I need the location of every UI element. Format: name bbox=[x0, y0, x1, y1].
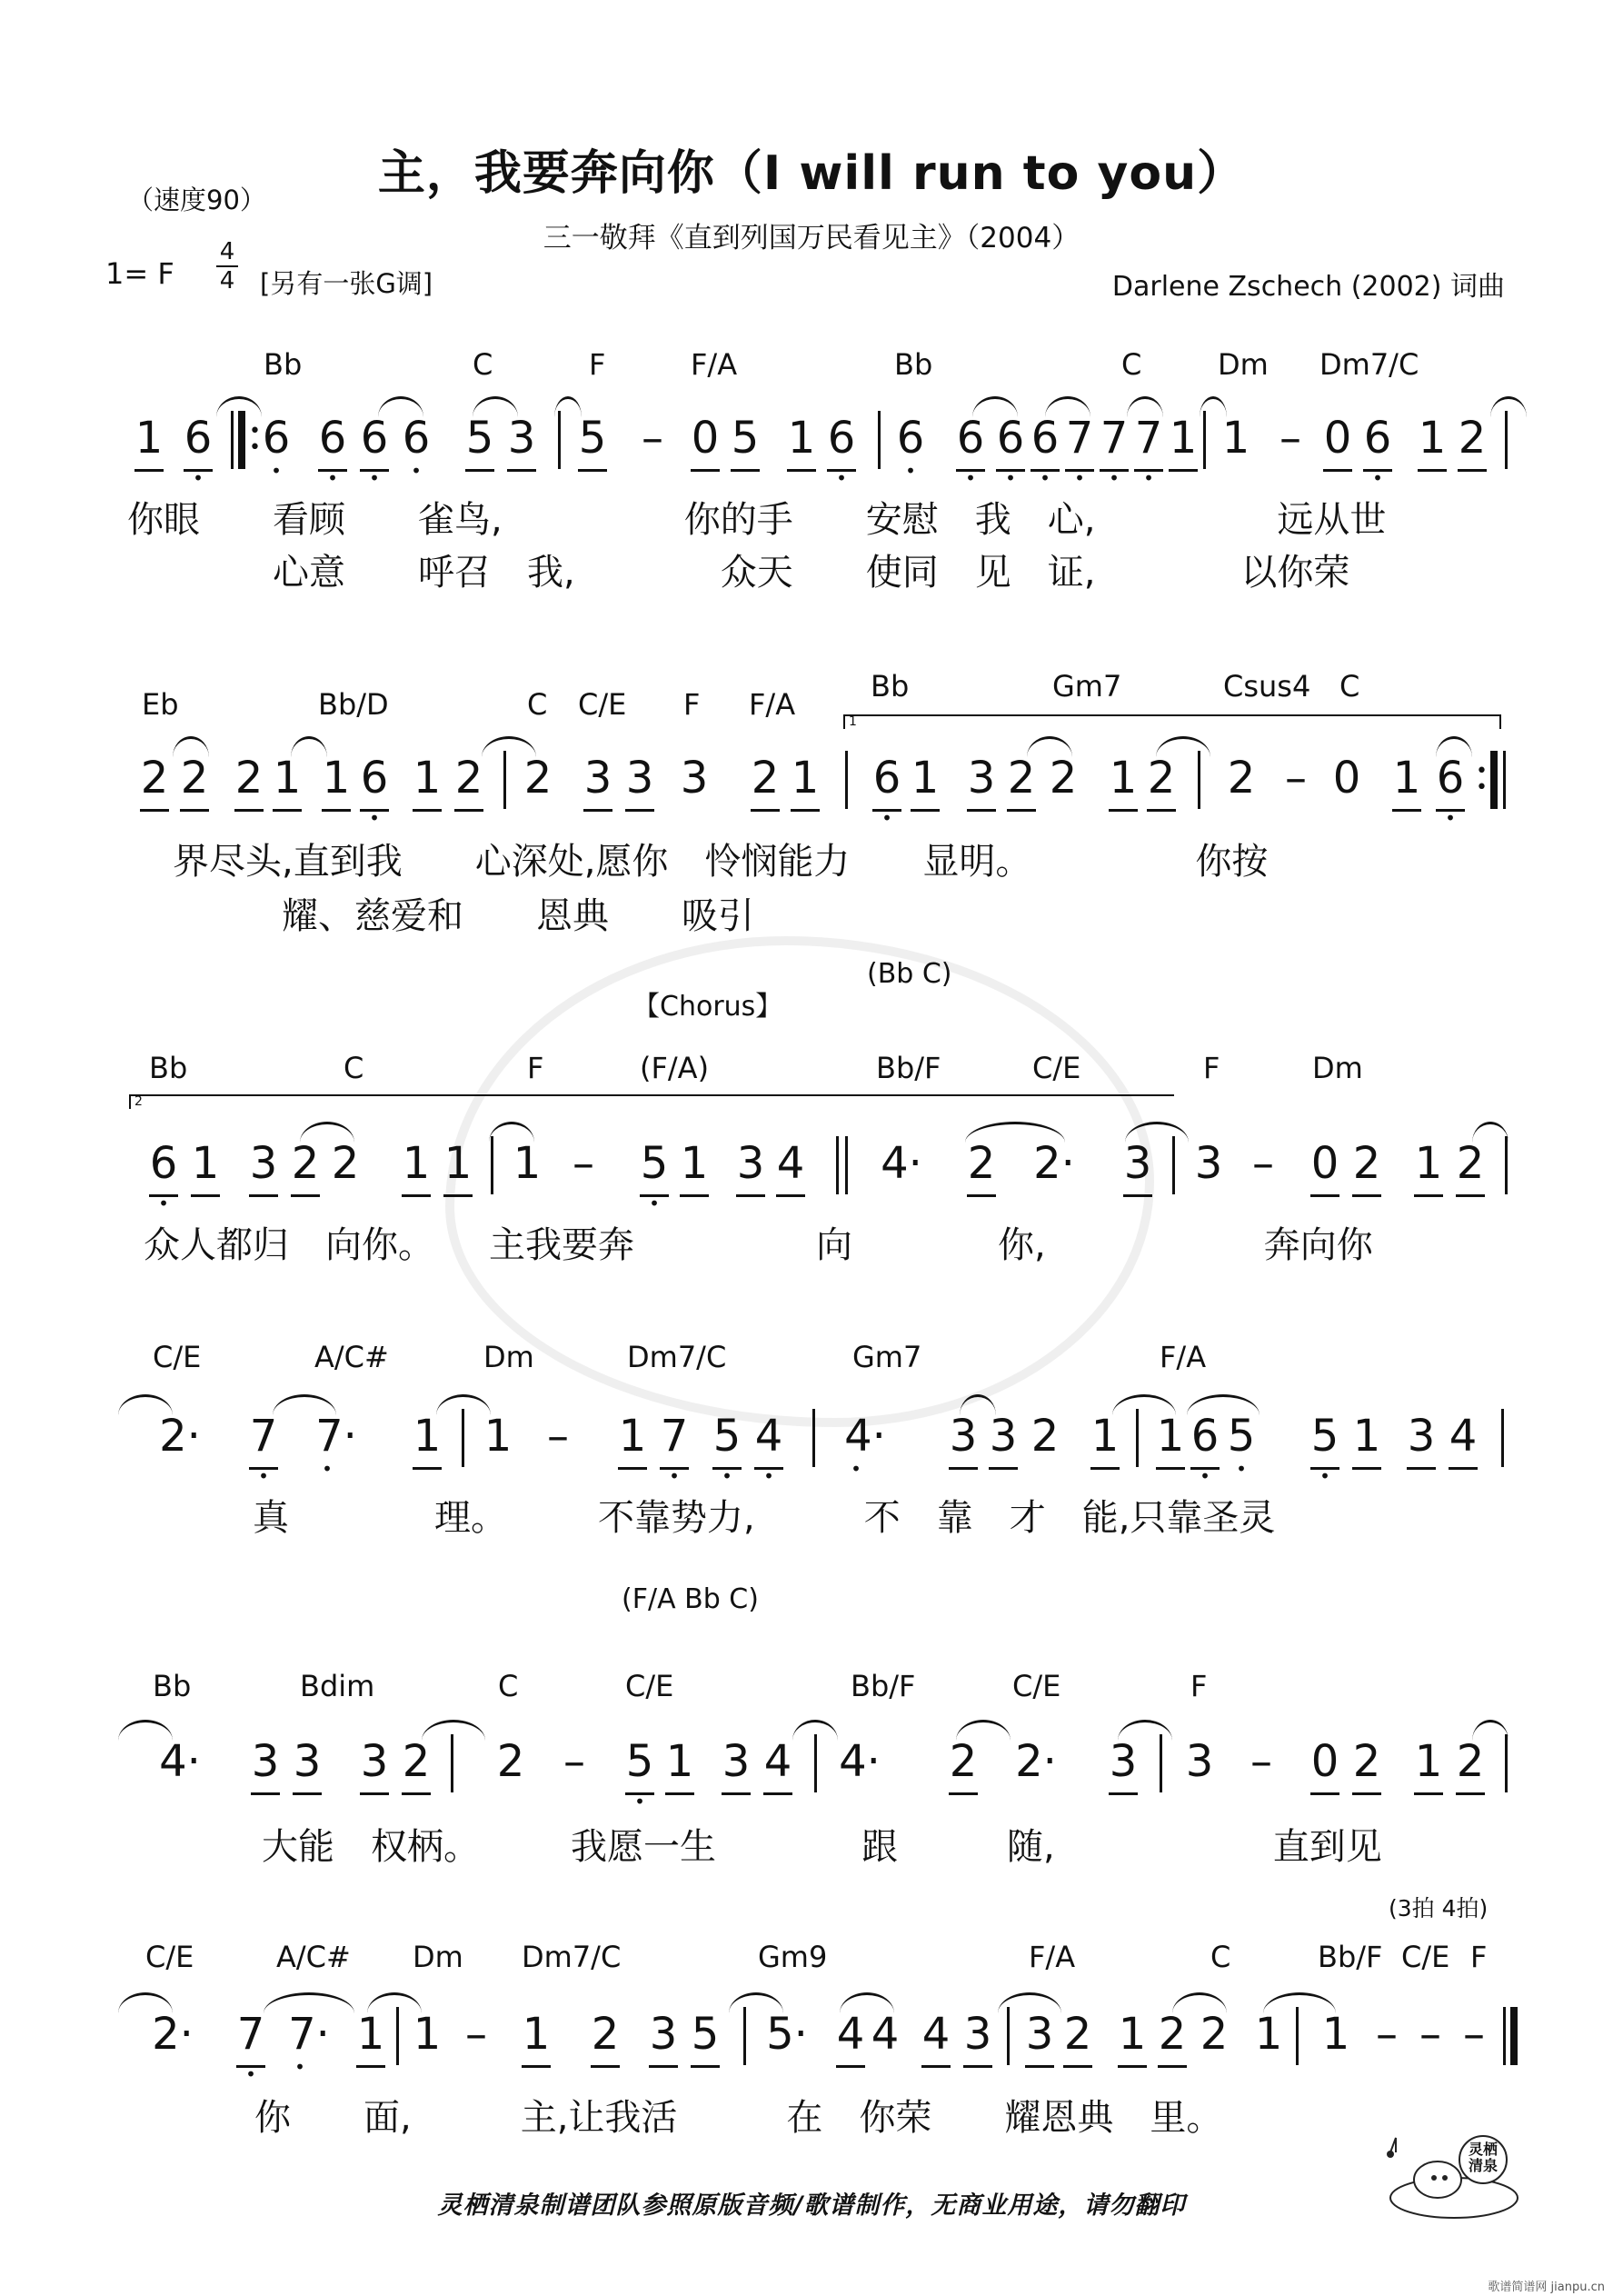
note: • 7 bbox=[1061, 409, 1098, 467]
note: • 7 bbox=[245, 1407, 282, 1465]
note: 4 bbox=[832, 2005, 869, 2063]
note: 1 bbox=[413, 2009, 442, 2060]
note: 2· bbox=[159, 1411, 201, 1462]
chord: C bbox=[498, 1669, 519, 1703]
tempo-marking: （速度90） bbox=[127, 185, 266, 215]
note: 4· bbox=[159, 1736, 201, 1787]
score-system bbox=[0, 409, 1623, 491]
note: 1 bbox=[1221, 413, 1250, 464]
note: • 6 bbox=[356, 749, 393, 807]
chord: C/E bbox=[625, 1669, 674, 1703]
note: 3 bbox=[247, 1732, 284, 1791]
second-ending-bracket bbox=[129, 1094, 1174, 1109]
lyric-text: 界尽头,直到我 心深处,愿你 怜悯能力 显明。 你按 bbox=[173, 841, 1269, 883]
lyric-text: 大能 权柄。 我愿一生 跟 随, 直到见 bbox=[153, 1826, 1382, 1868]
score-system bbox=[0, 749, 1623, 831]
key-note: [另有一张G调] bbox=[260, 268, 433, 299]
chord-row bbox=[0, 1940, 1623, 1980]
barline bbox=[878, 411, 881, 469]
note: 1 bbox=[398, 1134, 434, 1193]
note: 3 bbox=[580, 749, 616, 807]
note: 2 bbox=[963, 1134, 1000, 1193]
note: 1 bbox=[1321, 2009, 1350, 2060]
note: 2 bbox=[1349, 1732, 1385, 1791]
note: • 4· bbox=[838, 1407, 892, 1465]
barline bbox=[1198, 751, 1200, 809]
note: – bbox=[1285, 753, 1307, 804]
note: 2 bbox=[287, 1134, 324, 1193]
barline bbox=[812, 1409, 815, 1467]
barline bbox=[491, 1136, 493, 1194]
barline bbox=[451, 1734, 453, 1792]
key-signature: 1= F bbox=[105, 256, 174, 291]
note: 0 bbox=[1319, 409, 1356, 467]
chord: Bb bbox=[894, 347, 933, 382]
beat-note: (3拍 4拍) bbox=[1389, 1895, 1489, 1922]
note: 3 bbox=[963, 749, 1000, 807]
barline bbox=[845, 1136, 848, 1194]
note: 1 bbox=[1105, 749, 1141, 807]
note: 2 bbox=[231, 749, 267, 807]
copyright-footer: 灵栖清泉制谱团队参照原版音频/歌谱制作，无商业用途，请勿翻印 bbox=[437, 2191, 1186, 2220]
note: 1 bbox=[409, 1407, 445, 1465]
note: 2 bbox=[1227, 753, 1256, 804]
ending-number: 2 bbox=[134, 1094, 143, 1109]
note: • 6 bbox=[869, 749, 905, 807]
note: • 6 bbox=[398, 409, 434, 467]
barline bbox=[231, 411, 234, 469]
note: 1 bbox=[409, 749, 445, 807]
chord: C bbox=[527, 687, 548, 722]
note: 2 bbox=[1154, 2005, 1190, 2063]
note: • 5 bbox=[709, 1407, 745, 1465]
note: 3 bbox=[1194, 1138, 1223, 1189]
note: 1 bbox=[614, 1407, 651, 1465]
note: 2 bbox=[1049, 753, 1078, 804]
note: 2· bbox=[1015, 1736, 1057, 1787]
note: 0 bbox=[1307, 1732, 1343, 1791]
lyric-text: 耀、慈爱和 恩典 吸引 bbox=[173, 895, 754, 937]
note: 1 bbox=[318, 749, 354, 807]
note: 4· bbox=[839, 1736, 881, 1787]
chord: C bbox=[1121, 347, 1142, 382]
chord: C/E bbox=[578, 687, 627, 722]
chord: C/E bbox=[153, 1340, 202, 1374]
note: 4· bbox=[881, 1138, 922, 1189]
note: 2· bbox=[152, 2009, 194, 2060]
barline bbox=[1160, 1734, 1162, 1792]
lyric-line bbox=[0, 1489, 1623, 1539]
note: – bbox=[1252, 1138, 1274, 1189]
chord: Bdim bbox=[300, 1669, 375, 1703]
note: 1 bbox=[1410, 1134, 1447, 1193]
chord: F/A bbox=[1160, 1340, 1207, 1374]
note: • 7 bbox=[1130, 409, 1167, 467]
chord-row bbox=[0, 1051, 1623, 1091]
chord: Bb/D bbox=[318, 687, 389, 722]
lyric-text: 真 理。 不靠势力, 不 靠 才 能,只靠圣灵 bbox=[144, 1497, 1276, 1539]
chord: F/A bbox=[749, 687, 796, 722]
chord: C bbox=[1339, 669, 1360, 704]
note: 2 bbox=[1349, 1134, 1385, 1193]
note: 2 bbox=[496, 1736, 525, 1787]
chord: Dm7/C bbox=[1319, 347, 1419, 382]
note: 2 bbox=[451, 749, 487, 807]
barline bbox=[1505, 1734, 1508, 1792]
chord: Dm bbox=[1312, 1051, 1363, 1085]
lyric-line bbox=[0, 2089, 1623, 2139]
chord: Csus4 bbox=[1223, 669, 1311, 704]
note: 1 bbox=[1165, 409, 1201, 467]
lyric-line bbox=[0, 887, 1623, 937]
score-system bbox=[0, 1407, 1623, 1489]
note: 3 bbox=[1021, 2005, 1058, 2063]
barline bbox=[1510, 2007, 1518, 2065]
note: • 7· bbox=[282, 2005, 336, 2063]
logo-text: 灵栖清泉 bbox=[1469, 2141, 1499, 2174]
chord: Bb/F bbox=[876, 1051, 941, 1085]
tie bbox=[1490, 396, 1527, 417]
score-system bbox=[0, 1732, 1623, 1814]
chord: Gm9 bbox=[758, 1940, 828, 1974]
note: 2 bbox=[587, 2005, 623, 2063]
chord: Bb bbox=[149, 1051, 188, 1085]
first-ending-bracket bbox=[843, 714, 1501, 729]
note: • 6 bbox=[992, 409, 1029, 467]
note: 2 bbox=[1143, 749, 1180, 807]
note: 1 bbox=[1087, 1407, 1123, 1465]
barline bbox=[1503, 2007, 1506, 2065]
note: • 6 bbox=[1027, 409, 1063, 467]
note: • 6 bbox=[145, 1134, 182, 1193]
barline bbox=[845, 751, 848, 809]
note: 3 bbox=[503, 409, 540, 467]
note: 1 bbox=[187, 1134, 224, 1193]
note: – bbox=[563, 1736, 585, 1787]
note: – bbox=[1463, 2009, 1485, 2060]
note: • 5 bbox=[636, 1134, 672, 1193]
note: • 6 bbox=[952, 409, 989, 467]
note: 3 bbox=[732, 1134, 769, 1193]
note: 3 bbox=[356, 1732, 393, 1791]
chord: F bbox=[527, 1051, 544, 1085]
time-signature-top: 4 bbox=[219, 238, 235, 265]
note: 0 bbox=[1332, 753, 1361, 804]
note: 0 bbox=[1307, 1134, 1343, 1193]
note: 3 bbox=[289, 1732, 325, 1791]
chord-row bbox=[0, 1340, 1623, 1380]
chord-row bbox=[0, 347, 1623, 387]
note: 3 bbox=[622, 749, 658, 807]
note: • 6 bbox=[1187, 1407, 1223, 1465]
note: 1 bbox=[269, 749, 305, 807]
note: • 7 bbox=[1096, 409, 1132, 467]
chord: C bbox=[473, 347, 493, 382]
note: – bbox=[1419, 2009, 1441, 2060]
note: 1 bbox=[783, 409, 820, 467]
note: – bbox=[1376, 2009, 1398, 2060]
note: • 6 bbox=[823, 409, 860, 467]
ending-number: 1 bbox=[849, 714, 857, 729]
note: • 7 bbox=[656, 1407, 692, 1465]
note: 3 bbox=[1403, 1407, 1439, 1465]
note: 2 bbox=[523, 753, 553, 804]
note: 2 bbox=[1454, 409, 1490, 467]
note: 1 bbox=[662, 1732, 698, 1791]
note: – bbox=[465, 2009, 487, 2060]
note: 3 bbox=[1120, 1134, 1156, 1193]
note: • 7· bbox=[309, 1407, 363, 1465]
chorus-label: 【Chorus】 bbox=[632, 991, 783, 1023]
note: 4 bbox=[871, 2009, 900, 2060]
chord: F bbox=[683, 687, 701, 722]
note: 2 bbox=[1031, 1411, 1060, 1462]
note: • 6 bbox=[258, 409, 294, 467]
note: 2 bbox=[398, 1732, 434, 1791]
note: 5· bbox=[766, 2009, 808, 2060]
composer: Darlene Zschech (2002) 词曲 bbox=[1111, 271, 1505, 303]
barline bbox=[836, 1136, 839, 1194]
chord: F bbox=[1203, 1051, 1220, 1085]
note: 1 bbox=[1152, 1407, 1189, 1465]
chord: Dm7/C bbox=[627, 1340, 727, 1374]
chord: Bb/F bbox=[851, 1669, 916, 1703]
barline bbox=[1505, 411, 1508, 469]
barline bbox=[1172, 1136, 1175, 1194]
note: 2 bbox=[1003, 749, 1040, 807]
note: • 6 bbox=[892, 409, 929, 467]
note: 1 bbox=[353, 2005, 389, 2063]
chord: Bb/F bbox=[1318, 1940, 1383, 1974]
song-subtitle: 三一敬拜《直到列国万民看见主》（2004） bbox=[543, 222, 1080, 255]
note: – bbox=[573, 1138, 594, 1189]
barline bbox=[1501, 1409, 1504, 1467]
note: • 5 bbox=[1307, 1407, 1343, 1465]
chord: Dm bbox=[413, 1940, 463, 1974]
note: • 4 bbox=[751, 1407, 787, 1465]
chord: F/A bbox=[691, 347, 738, 382]
note: – bbox=[1250, 1736, 1272, 1787]
lyric-line bbox=[0, 491, 1623, 541]
note: – bbox=[1279, 413, 1301, 464]
lyric-line bbox=[0, 1216, 1623, 1266]
barline bbox=[743, 2007, 746, 2065]
barline bbox=[1505, 1136, 1508, 1194]
note: 2 bbox=[331, 1138, 360, 1189]
note: 1 bbox=[1114, 2005, 1150, 2063]
song-title: 主，我要奔向你（I will run to you） bbox=[377, 146, 1246, 201]
note: 5 bbox=[462, 409, 498, 467]
chord: C/E bbox=[1401, 1940, 1450, 1974]
chord: A/C# bbox=[276, 1940, 351, 1974]
chord: C bbox=[1210, 1940, 1231, 1974]
chord: Bb bbox=[871, 669, 910, 704]
note: – bbox=[547, 1411, 569, 1462]
note: 2 bbox=[1452, 1134, 1489, 1193]
note: 1 bbox=[513, 1138, 542, 1189]
note: 3 bbox=[680, 753, 709, 804]
chord: Dm bbox=[483, 1340, 534, 1374]
note: – bbox=[642, 413, 663, 464]
alternate-chords: (Bb C) bbox=[867, 958, 952, 990]
repeat-dots: • • bbox=[249, 420, 261, 459]
note: 1 bbox=[1410, 1732, 1447, 1791]
barline bbox=[1136, 1409, 1139, 1467]
chord: (F/A) bbox=[640, 1051, 710, 1085]
note: 1 bbox=[1254, 2009, 1283, 2060]
chord: Eb bbox=[142, 687, 179, 722]
note: 3 bbox=[718, 1732, 754, 1791]
barline bbox=[1007, 2007, 1010, 2065]
note: 3 bbox=[985, 1407, 1021, 1465]
barline bbox=[503, 751, 506, 809]
chord: Gm7 bbox=[852, 1340, 922, 1374]
note: • 7 bbox=[233, 2005, 269, 2063]
time-signature bbox=[216, 238, 238, 294]
note: 2 bbox=[1060, 2005, 1096, 2063]
note: 1 bbox=[1389, 749, 1425, 807]
lyric-text: 你 面, 主,让我活 在 你荣 耀恩典 里。 bbox=[145, 2097, 1223, 2139]
chord: F bbox=[1470, 1940, 1488, 1974]
barline bbox=[1296, 2007, 1299, 2065]
barline bbox=[558, 411, 561, 469]
note: 2 bbox=[136, 749, 173, 807]
note: • 5 bbox=[1223, 1407, 1260, 1465]
barline bbox=[1203, 411, 1206, 469]
note: 4 bbox=[760, 1732, 796, 1791]
note: 2 bbox=[1452, 1732, 1489, 1791]
chord: Dm7/C bbox=[522, 1940, 622, 1974]
lyric-line bbox=[0, 544, 1623, 594]
note: 1 bbox=[131, 409, 167, 467]
note: 1 bbox=[483, 1411, 513, 1462]
note: 3 bbox=[1105, 1732, 1141, 1791]
chord: Gm7 bbox=[1052, 669, 1122, 704]
note: • 6 bbox=[356, 409, 393, 467]
note: • 6 bbox=[180, 409, 216, 467]
note: 4 bbox=[918, 2005, 954, 2063]
chord: F bbox=[589, 347, 606, 382]
chord: F bbox=[1190, 1669, 1208, 1703]
note: 1 bbox=[518, 2005, 554, 2063]
note: • 6 bbox=[1432, 749, 1469, 807]
chord: C/E bbox=[145, 1940, 194, 1974]
note: 5 bbox=[727, 409, 763, 467]
barline bbox=[396, 2007, 399, 2065]
note: 2 bbox=[945, 1732, 981, 1791]
note: 2· bbox=[1033, 1138, 1075, 1189]
lyric-line bbox=[0, 833, 1623, 883]
note: 1 bbox=[1414, 409, 1450, 467]
note: 4 bbox=[772, 1134, 809, 1193]
note: 4 bbox=[1445, 1407, 1481, 1465]
lyric-text: 众人都归 向你。 主我要奔 向 你, 奔向你 bbox=[144, 1224, 1373, 1266]
note: 3 bbox=[945, 1407, 981, 1465]
note: • 6 bbox=[1359, 409, 1396, 467]
alternate-chords: (F/A Bb C) bbox=[622, 1583, 759, 1615]
chord: Dm bbox=[1218, 347, 1269, 382]
barline bbox=[462, 1409, 464, 1467]
note: • 5 bbox=[622, 1732, 658, 1791]
chord: C/E bbox=[1012, 1669, 1061, 1703]
note: 3 bbox=[1185, 1736, 1214, 1787]
score-system bbox=[0, 1134, 1623, 1216]
note: 2 bbox=[747, 749, 783, 807]
chord-row bbox=[0, 1669, 1623, 1709]
barline bbox=[814, 1734, 817, 1792]
note: 2 bbox=[176, 749, 213, 807]
note: 3 bbox=[645, 2005, 682, 2063]
note: 1 bbox=[440, 1134, 476, 1193]
note: 0 bbox=[687, 409, 723, 467]
lyric-text: 你眼 看顾 雀鸟, 你的手 安慰 我 心, 远从世 bbox=[127, 499, 1387, 541]
repeat-dots: • • bbox=[1476, 760, 1488, 799]
note: 5 bbox=[574, 409, 611, 467]
chord: A/C# bbox=[314, 1340, 389, 1374]
note: 5 bbox=[687, 2005, 723, 2063]
site-watermark: 歌谱简谱网 jianpu.cn bbox=[1488, 2281, 1605, 2294]
note: 2 bbox=[1200, 2009, 1229, 2060]
chord: F/A bbox=[1029, 1940, 1076, 1974]
time-signature-bottom: 4 bbox=[219, 267, 235, 294]
chord: Bb bbox=[153, 1669, 192, 1703]
lyric-line bbox=[0, 1818, 1623, 1868]
chord: C/E bbox=[1032, 1051, 1081, 1085]
note: 3 bbox=[960, 2005, 996, 2063]
lyric-text: 心意 呼召 我, 众天 使同 见 证, 以你荣 bbox=[127, 552, 1350, 594]
note: 1 bbox=[907, 749, 943, 807]
note: 1 bbox=[787, 749, 823, 807]
barline bbox=[1490, 751, 1498, 809]
chord: C bbox=[344, 1051, 364, 1085]
barline bbox=[1503, 751, 1506, 809]
score-system bbox=[0, 2005, 1623, 2087]
note: 1 bbox=[1349, 1407, 1385, 1465]
note: • 6 bbox=[314, 409, 351, 467]
chord: Bb bbox=[264, 347, 303, 382]
barline bbox=[238, 411, 245, 469]
note: 1 bbox=[676, 1134, 712, 1193]
note: 3 bbox=[245, 1134, 282, 1193]
